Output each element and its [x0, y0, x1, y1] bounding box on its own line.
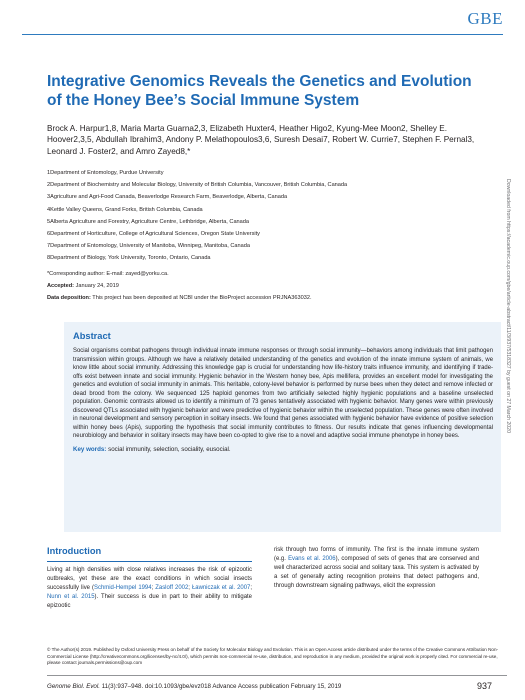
intro-text: ; [151, 584, 156, 591]
corresponding-author: *Corresponding author: E-mail: zayed@yorku.ca. [47, 271, 169, 277]
download-watermark: Downloaded from https://academic.oup.com/gbe/article-abstract/11/3/937/5318327 by guest on 27 March 2020 [505, 179, 511, 433]
footer-citation: 11(3):937–948. doi:10.1093/gbe/evz018 Advance Access publication February 15, 2019 [101, 683, 342, 690]
intro-paragraph-left [47, 566, 252, 611]
citation-footer [47, 683, 341, 690]
citation-link[interactable]: Zasloff 2002 [155, 584, 189, 591]
affiliation-list [47, 167, 477, 265]
intro-column-right [274, 546, 479, 591]
copyright-notice: © The Author(s) 2019. Published by Oxford University Press on behalf of the Society for Molecular Biology and Evolution. This is an Open Access article distributed under the terms of the Creative Commons Attribution Non-Commercial License (http://creativecommons.org/licenses/by-nc/4.0/), which permits non-commercial re-use, distribution, and reproduction in any medium, provided the original work is properly cited. For commercial re-use, please contact journals.permissions@oup.com [47, 647, 499, 666]
deposition-label: Data deposition: [47, 295, 91, 302]
accepted-date: January 24, 2019 [75, 283, 119, 290]
intro-text: ; [250, 584, 252, 591]
article-title: Integrative Genomics Reveals the Genetics and Evolution of the Honey Bee’s Social Immune System [47, 73, 472, 109]
journal-abbrev: Genome Biol. Evol. [47, 683, 100, 690]
article-meta [47, 268, 477, 305]
intro-text: Living at high densities with close relatives increases the risk of epizootic outbreaks, yet these are the exact conditions in which social insects successfully live ( [47, 566, 252, 591]
page-number: 937 [477, 681, 493, 691]
intro-paragraph-right [274, 546, 479, 591]
affiliation: 7Department of Entomology, University of Manitoba, Winnipeg, Manitoba, Canada [47, 243, 250, 250]
accepted-line [47, 280, 477, 292]
keywords-label: Key words: [73, 445, 107, 453]
citation-link[interactable]: Evans et al. 2006 [288, 556, 336, 563]
affiliation: 8Department of Biology, York University, Toronto, Ontario, Canada [47, 255, 211, 262]
citation-link[interactable]: Schmid-Hempel 1994 [94, 584, 152, 591]
intro-text: ), composed of sets of genes that are conserved and well characterized across social and solitary taxa. This system is activated by a set of generally acting recognition proteins that detect pathogens and, through downstream signaling pathways, elicit the expression [274, 556, 480, 590]
affiliation: 5Alberta Agriculture and Forestry, Agriculture Centre, Lethbridge, Alberta, Canada [47, 218, 250, 225]
header-rule [22, 34, 503, 35]
keywords-text: social immunity, selection, sociality, eusocial. [108, 445, 231, 453]
accepted-label: Accepted: [47, 283, 75, 290]
affiliation: 3Agriculture and Agri-Food Canada, Beaverlodge Research Farm, Beaverlodge, Alberta, Canada [47, 194, 288, 201]
author-list: Brock A. Harpur1,8, Maria Marta Guarna2,3, Elizabeth Huxter4, Heather Higo2, Kyung-Mee Moon2, Shelley E. Hoover2,3,5, Abdullah Ibrahim3, Andony P. Melathopoulos3,6, Suresh Desai7, Robert W. Currie7, Stephen F. Pernal3, Leonard J. Foster2, and Amro Zayed8,* [47, 124, 475, 156]
intro-text: risk through two forms of immunity. The first is the innate immune system (e.g. [274, 547, 479, 563]
data-deposition-line [47, 292, 477, 304]
citation-link[interactable]: Nunn et al. 2015 [47, 594, 95, 601]
affiliation: 4Kettle Valley Queens, Grand Forks, British Columbia, Canada [47, 206, 203, 213]
keywords-line [73, 446, 493, 453]
deposition-text: This project has been deposited at NCBI under the BioProject accession PRJNA363032. [92, 295, 312, 302]
intro-column-left [47, 546, 252, 611]
journal-logo: GBE [467, 9, 503, 28]
intro-heading: Introduction [47, 546, 102, 556]
intro-rule [47, 561, 252, 562]
intro-text: ; [188, 584, 192, 591]
abstract-text: Social organisms combat pathogens through individual innate immune responses or through social immunity—behaviors among individuals that limit pathogen transmission within groups. Although we have a relatively detailed understanding of the genetics and evolution of the innate immune system of animals, we know little about social immunity. Addressing this knowledge gap is crucial for understanding how life-history traits influence immunity, and identifying if trade-offs exist between innate and social immunity. Hygienic behavior in the Western honey bee, Apis mellifera, provides an excellent model for investigating the genetics and evolution of social immunity in animals. This heritable, colony-level behavior is performed by nurse bees when they detect and remove infected or dead brood from the colony. We sequenced 125 haploid genomes from two artificially selected highly hygienic populations and a baseline unselected population. Genomic contrasts allowed us to identify a minimum of 73 genes tentatively associated with hygienic behavior. Many genes were within previously discovered QTLs associated with hygienic behavior and were predictive of hygienic behavior within the unselected population. These genes were often involved in neuronal development and sensory perception in solitary insects. We found that genes associated with hygienic behavior have evidence of positive selection within honey bees (Apis), supporting the hypothesis that social immunity contributes to fitness. Our results indicate that genes influencing developmental neurobiology and behavior in solitary insects may have been co-opted to give rise to a novel and adaptive social immune phenotype in honey bees. [73, 348, 493, 439]
abstract-heading: Abstract [73, 331, 111, 341]
intro-text: ). Their success is due in part to their ability to mitigate epizootic [47, 594, 252, 610]
affiliation: 2Department of Biochemistry and Molecular Biology, University of British Columbia, Vancouver, British Columbia, Canada [47, 182, 348, 189]
affiliation: 1Department of Entomology, Purdue University [47, 170, 164, 176]
footer-rule [47, 675, 507, 676]
citation-link[interactable]: Ławniczak et al. 2007 [191, 584, 251, 591]
affiliation: 6Department of Horticulture, College of Agricultural Sciences, Oregon State University [47, 230, 260, 237]
abstract-box [64, 322, 501, 532]
